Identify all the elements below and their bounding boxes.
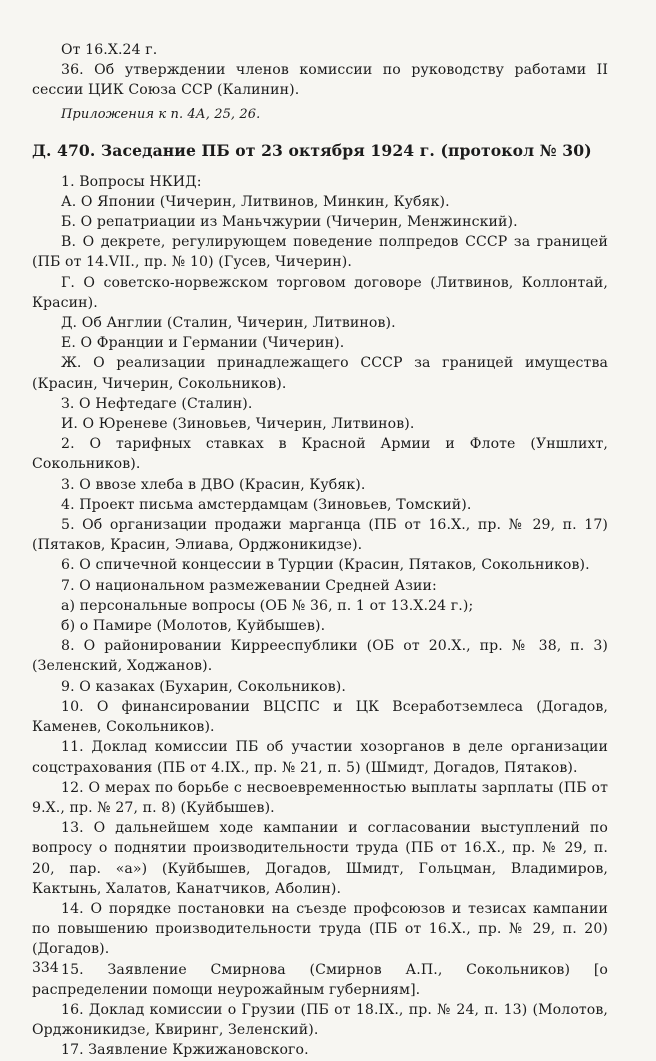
date-line: От 16.X.24 г. (61, 42, 158, 58)
agenda-item: 2. О тарифных ставках в Красной Армии и Флоте (Уншлихт, Сокольников). (32, 436, 608, 473)
agenda-item: 16. Доклад комиссии о Грузии (ПБ от 18.IX., пр. № 24, п. 13) (Молотов, Орджоникидзе, Квиринг, Зеленский). (32, 1001, 608, 1039)
agenda-item: Б. О репатриации из Маньчжурии (Чичерин, Менжинский). (61, 214, 518, 231)
agenda-item: 14. О порядке постановки на съезде профсоюзов и тезисах кампании по повышению производительности труда (ПБ от 16.X., пр. № 29, п. 20) (Догадов). (32, 900, 608, 958)
agenda-list (32, 172, 608, 1061)
agenda-item: З. О Нефтедаге (Сталин). (61, 395, 253, 412)
agenda-item: 17. Заявление Кржижановского. (61, 1042, 309, 1059)
agenda-item: б) о Памире (Молотов, Куйбышев). (61, 618, 326, 635)
agenda-item: 1. Вопросы НКИД: (61, 173, 202, 190)
agenda-item: 7. О национальном размежевании Средней Азии: (61, 577, 437, 594)
agenda-item: 12. О мерах по борьбе с несвоевременностью выплаты зарплаты (ПБ от 9.X., пр. № 27, п. 8) (Куйбышев). (32, 779, 608, 816)
agenda-item: Е. О Франции и Германии (Чичерин). (61, 335, 345, 352)
agenda-item: 8. О районировании Киррееспублики (ОБ от 20.X., пр. № 38, п. 3) (Зеленский, Ходжанов). (32, 638, 608, 675)
item-36: 36. Об утверждении членов комиссии по руководству работами II сессии ЦИК Союза ССР (Калинин). (32, 62, 608, 99)
agenda-item: И. О Юреневе (Зиновьев, Чичерин, Литвинов). (61, 416, 415, 433)
agenda-item: 11. Доклад комиссии ПБ об участии хозорганов в деле организации соцстрахования (ПБ от 4.IX., пр. № 21, п. 5) (Шмидт, Догадов, Пятаков). (32, 739, 608, 776)
agenda-item: Ж. О реализации принадлежащего СССР за границей имущества (Красин, Чичерин, Сокольников). (32, 355, 608, 392)
agenda-item: 15. Заявление Смирнова (Смирнов А.П., Сокольников) [о распределении помощи неурожайным губерниям]. (32, 961, 608, 998)
agenda-item: А. О Японии (Чичерин, Литвинов, Минкин, Кубяк). (61, 193, 450, 210)
agenda-item: Д. Об Англии (Сталин, Чичерин, Литвинов). (61, 315, 396, 332)
agenda-item: В. О декрете, регулирующем поведение полпредов СССР за границей (ПБ от 14.VII., пр. № 10) (Гусев, Чичерин). (32, 234, 608, 271)
agenda-item: 13. О дальнейшем ходе кампании и согласовании выступлений по вопросу о поднятии производительности труда (ПБ от 16.X., пр. № 29, п. 20, пар. «а») (Куйбышев, Догадов, Шмидт, Гольцман, Владимиров, Кактынь, Халатов, Канатчиков, Аболин). (32, 820, 608, 897)
section-heading: Д. 470. Заседание ПБ от 23 октября 1924 г. (протокол № 30) (32, 140, 592, 160)
page-number: 334 (32, 960, 59, 976)
agenda-item: 6. О спичечной концессии в Турции (Красин, Пятаков, Сокольников). (61, 557, 590, 574)
agenda-item: 10. О финансировании ВЦСПС и ЦК Всеработземлеса (Догадов, Каменев, Сокольников). (32, 698, 608, 736)
agenda-item: 5. Об организации продажи марганца (ПБ от 16.X., пр. № 29, п. 17) (Пятаков, Красин, Элиава, Орджоникидзе). (32, 517, 608, 554)
agenda-item: 9. О казаках (Бухарин, Сокольников). (61, 678, 346, 695)
agenda-item: 3. О ввозе хлеба в ДВО (Красин, Кубяк). (61, 476, 366, 493)
agenda-item: а) персональные вопросы (ОБ № 36, п. 1 от 13.X.24 г.); (61, 597, 474, 614)
agenda-item: 4. Проект письма амстердамцам (Зиновьев, Томский). (61, 496, 472, 513)
appendix-note: Приложения к п. 4А, 25, 26. (61, 106, 261, 122)
agenda-item: Г. О советско-норвежском торговом договоре (Литвинов, Коллонтай, Красин). (32, 274, 608, 311)
document-page (32, 40, 608, 1061)
